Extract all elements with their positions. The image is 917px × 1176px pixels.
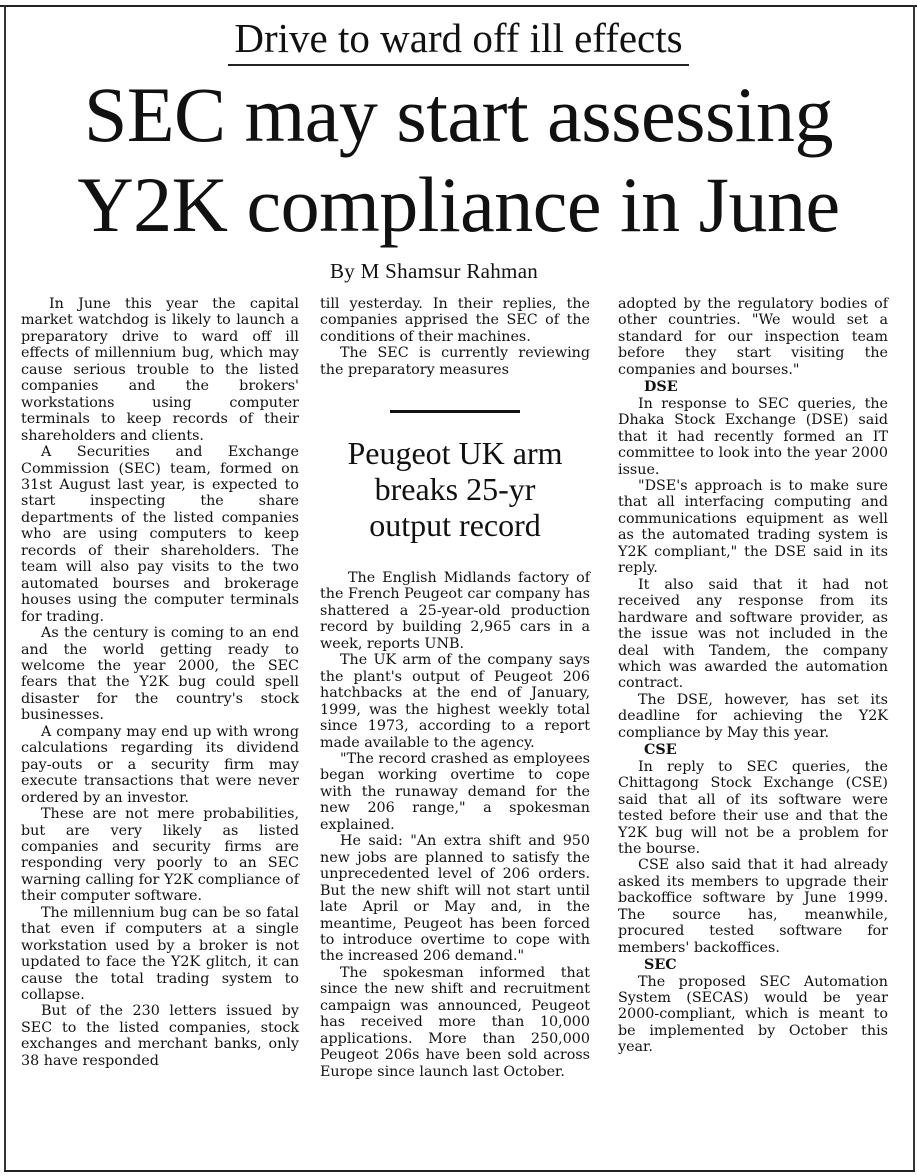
paragraph: In reply to SEC queries, the Chittagong Stock Exchange (CSE) said that all of its software were tested before their use and that the Y2K bug will not be a problem for the bourse. xyxy=(618,758,888,857)
paragraph: These are not mere probabilities, but are very likely as listed companies and security firms are responding very poorly to an SEC warning calling for Y2K compliance of their computer software. xyxy=(21,806,299,905)
sub-story-divider xyxy=(390,410,520,413)
paragraph: But of the 230 letters issued by SEC to the listed companies, stock exchanges and merchant banks, only 38 have responded xyxy=(21,1003,299,1069)
byline: By M Shamsur Rahman xyxy=(330,259,539,283)
paragraph: "DSE's approach is to make sure that all interfacing computing and communications equipment as well as the automated trading system is Y2K compliant," the DSE said in its reply. xyxy=(618,477,888,577)
paragraph: He said: "An extra shift and 950 new jobs are planned to satisfy the unprecedented level of 206 orders. But the new shift will not start until late April or May and, in the meantime, Peugeot has been forced to introduce overtime to cope with the increased 206 demand." xyxy=(320,833,590,965)
kicker-wrap xyxy=(0,16,917,66)
sub-story-headline xyxy=(320,435,590,543)
paragraph: The English Midlands factory of the French Peugeot car company has shattered a 25-year-old production record by building 2,965 cars in a week, reports UNB. xyxy=(320,570,590,652)
sub-headline-line-3: output record xyxy=(369,507,541,543)
paragraph: The spokesman informed that since the new shift and recruitment campaign was announced, Peugeot has received more than 10,000 applications. More than 250,000 Peugeot 206s have been sold across Europe since launch last October. xyxy=(320,964,590,1080)
paragraph: The proposed SEC Automation System (SECAS) would be year 2000-compliant, which is meant to be implemented by October this year. xyxy=(618,973,888,1056)
headline xyxy=(10,70,907,250)
bottom-border xyxy=(4,1170,915,1172)
sub-headline-line-2: breaks 25-yr xyxy=(374,471,536,507)
paragraph: till yesterday. In their replies, the companies apprised the SEC of the conditions of their machines. xyxy=(320,296,590,345)
article-column-3 xyxy=(618,296,888,1056)
sub-headline-line-1: Peugeot UK arm xyxy=(347,435,563,471)
paragraph: "The record crashed as employees began working overtime to cope with the runaway demand for the new 206 range," a spokesman explained. xyxy=(320,750,590,833)
sub-story xyxy=(320,410,590,1080)
paragraph: CSE also said that it had already asked its members to upgrade their backoffice software by June 1999. The source has, meanwhile, procured tested software for members' backoffices. xyxy=(618,857,888,956)
paragraph: A company may end up with wrong calculations regarding its dividend pay-outs or a security firm may execute transactions that were never ordered by an investor. xyxy=(21,723,299,806)
subhead-dse: DSE xyxy=(644,379,678,396)
headline-line-1: SEC may start assessing xyxy=(84,71,833,158)
paragraph: adopted by the regulatory bodies of other countries. "We would set a standard for our inspection team before they start visiting the companies and bourses." xyxy=(618,296,888,378)
paragraph: The UK arm of the company says the plant's output of Peugeot 206 hatchbacks at the end of January, 1999, was the highest weekly total since 1973, according to a report made available to the agency. xyxy=(320,652,590,751)
sub-story-body xyxy=(320,570,590,1080)
top-border xyxy=(0,5,917,7)
paragraph: In June this year the capital market watchdog is likely to launch a preparatory drive to ward off ill effects of millennium bug, which may cause serious trouble to the listed companies and the brokers' workstations using computer terminals to keep records of their shareholders and clients. xyxy=(21,296,299,444)
paragraph: As the century is coming to an end and the world getting ready to welcome the year 2000, the SEC fears that the Y2K bug could spell disaster for the country's stock businesses. xyxy=(21,625,299,724)
paragraph: A Securities and Exchange Commission (SEC) team, formed on 31st August last year, is expected to start inspecting the share departments of the listed companies who are using computers to keep records of their shareholders. The team will also pay visits to the two automated bourses and brokerage houses using the computer terminals for trading. xyxy=(21,444,299,625)
paragraph: The SEC is currently reviewing the preparatory measures xyxy=(320,345,590,378)
headline-line-2: Y2K compliance in June xyxy=(77,161,840,248)
subhead-cse: CSE xyxy=(644,742,677,759)
left-border xyxy=(4,5,6,1171)
article-column-2 xyxy=(320,296,590,378)
paragraph: It also said that it had not received any response from its hardware and software provider, as the issue was not included in the deal with Tandem, the company which was awarded the automation contract. xyxy=(618,576,888,692)
subhead-sec: SEC xyxy=(644,957,677,974)
article-column-1 xyxy=(21,296,299,1069)
paragraph: The millennium bug can be so fatal that even if computers at a single workstation used by a broker is not updated to face the Y2K glitch, it can cause the total trading system to collapse. xyxy=(21,904,299,1004)
right-border xyxy=(913,5,915,1171)
kicker: Drive to ward off ill effects xyxy=(228,16,688,66)
paragraph: The DSE, however, has set its deadline for achieving the Y2K compliance by May this year. xyxy=(618,691,888,741)
paragraph: In response to SEC queries, the Dhaka Stock Exchange (DSE) said that it had recently formed an IT committee to look into the year 2000 issue. xyxy=(618,395,888,478)
